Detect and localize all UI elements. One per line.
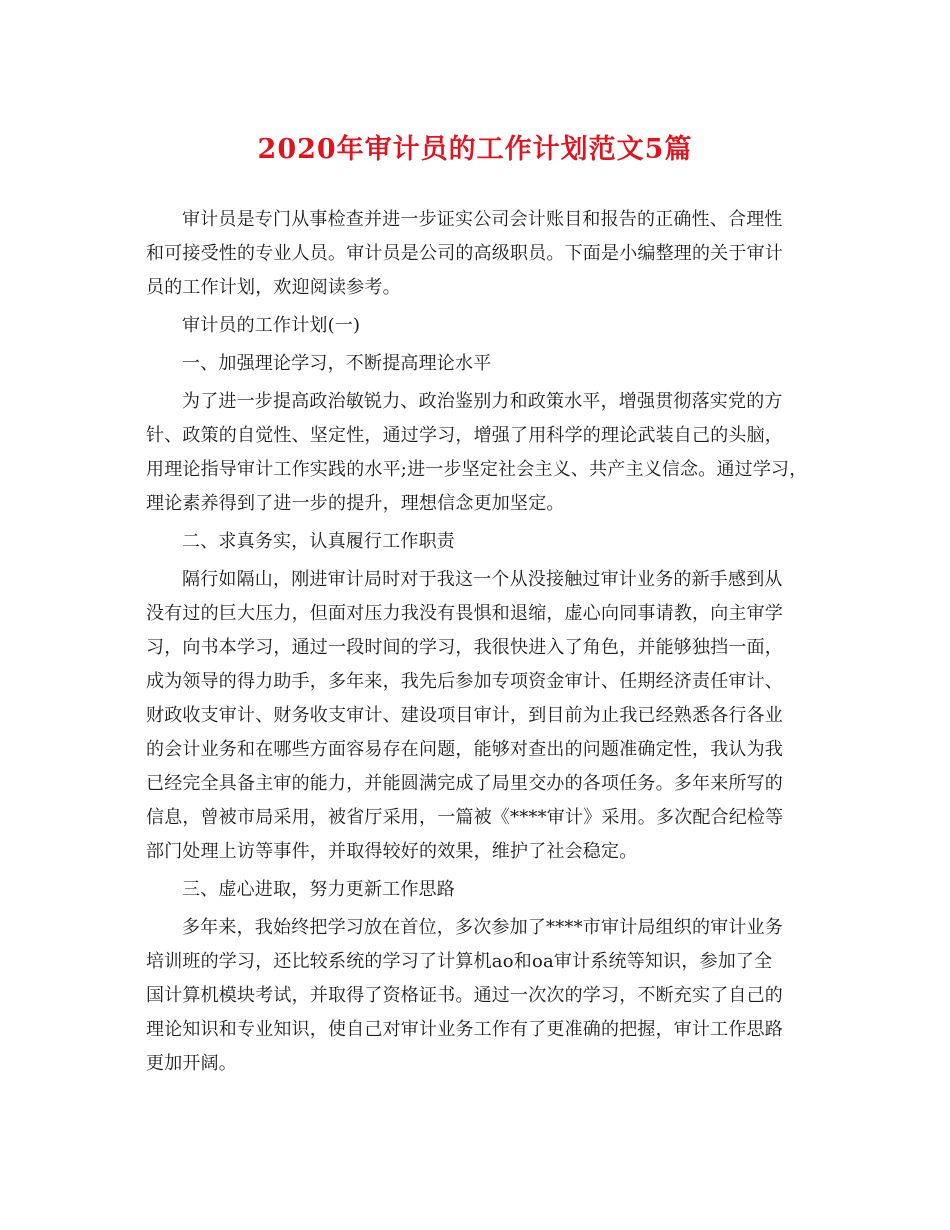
paragraph-line: 培训班的学习，还比较系统的学习了计算机ao和oa审计系统等知识，参加了全 <box>146 951 773 972</box>
paragraph-line: 和可接受性的专业人员。审计员是公司的高级职员。下面是小编整理的关于审计 <box>146 243 783 264</box>
section-heading: 三、虚心进取，努力更新工作思路 <box>182 879 455 900</box>
section-heading: 二、求真务实，认真履行工作职责 <box>182 531 455 552</box>
paragraph-line: 国计算机模块考试，并取得了资格证书。通过一次次的学习，不断充实了自己的 <box>146 985 783 1006</box>
paragraph-line: 部门处理上访等事件，并取得较好的效果，维护了社会稳定。 <box>146 841 638 862</box>
paragraph-line: 隔行如隔山，刚进审计局时对于我这一个从没接触过审计业务的新手感到从 <box>182 569 783 590</box>
paragraph-line: 针、政策的自觉性、坚定性，通过学习，增强了用科学的理论武装自己的头脑， <box>146 425 783 446</box>
paragraph-line: 员的工作计划，欢迎阅读参考。 <box>146 277 401 298</box>
paragraph-line: 用理论指导审计工作实践的水平;进一步坚定社会主义、共产主义信念。通过学习， <box>146 459 808 480</box>
paragraph-line: 审计员是专门从事检查并进一步证实公司会计账目和报告的正确性、合理性 <box>182 209 783 230</box>
paragraph-line: 理论知识和专业知识，使自己对审计业务工作有了更准确的把握，审计工作思路 <box>146 1019 783 1040</box>
paragraph-line: 没有过的巨大压力，但面对压力我没有畏惧和退缩，虚心向同事请教，向主审学 <box>146 603 783 624</box>
section-heading: 一、加强理论学习，不断提高理论水平 <box>182 353 492 374</box>
paragraph-line: 多年来，我始终把学习放在首位，多次参加了****市审计局组织的审计业务 <box>182 917 783 938</box>
paragraph-line: 已经完全具备主审的能力，并能圆满完成了局里交办的各项任务。多年来所写的 <box>146 773 783 794</box>
section-heading: 审计员的工作计划(一) <box>182 315 361 336</box>
paragraph-line: 成为领导的得力助手，多年来，我先后参加专项资金审计、任期经济责任审计、 <box>146 671 783 692</box>
paragraph-line: 理论素养得到了进一步的提升，理想信念更加坚定。 <box>146 493 565 514</box>
paragraph-line: 的会计业务和在哪些方面容易存在问题，能够对查出的问题准确定性，我认为我 <box>146 739 783 760</box>
document-body <box>146 203 816 1081</box>
paragraph-line: 更加开阔。 <box>146 1053 237 1074</box>
document-title: 2020年审计员的工作计划范文5篇 <box>257 134 693 165</box>
paragraph-line: 为了进一步提高政治敏锐力、政治鉴别力和政策水平，增强贯彻落实党的方 <box>182 391 783 412</box>
paragraph-line: 信息，曾被市局采用，被省厅采用，一篇被《****审计》采用。多次配合纪检等 <box>146 807 784 828</box>
paragraph-line: 习，向书本学习，通过一段时间的学习，我很快进入了角色，并能够独挡一面， <box>146 637 783 658</box>
paragraph-line: 财政收支审计、财务收支审计、建设项目审计，到目前为止我已经熟悉各行各业 <box>146 705 783 726</box>
